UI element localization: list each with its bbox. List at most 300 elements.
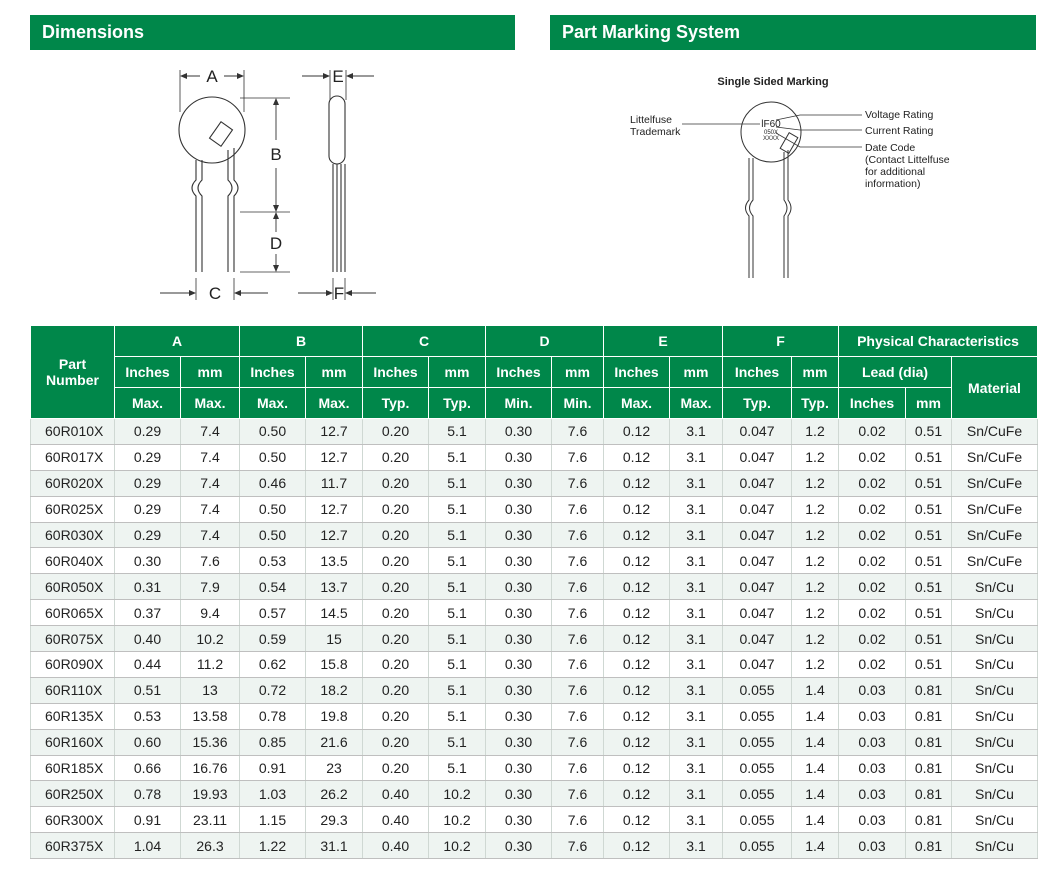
table-cell: 5.1 bbox=[429, 652, 486, 678]
dim-label-d: D bbox=[269, 234, 283, 253]
table-cell: 0.51 bbox=[906, 419, 952, 445]
table-cell: 0.30 bbox=[115, 548, 181, 574]
part-number-cell: 60R020X bbox=[31, 470, 115, 496]
table-cell: 1.2 bbox=[792, 548, 839, 574]
table-cell: 0.12 bbox=[604, 755, 670, 781]
table-cell: 0.047 bbox=[723, 470, 792, 496]
dim-label-c: C bbox=[208, 284, 222, 303]
table-cell: 31.1 bbox=[306, 833, 363, 859]
dimensions-section-header: Dimensions bbox=[30, 15, 515, 50]
table-cell: 0.51 bbox=[906, 600, 952, 626]
table-cell: 0.78 bbox=[115, 781, 181, 807]
table-cell: 3.1 bbox=[670, 652, 723, 678]
table-row bbox=[31, 444, 1038, 470]
right-lead bbox=[228, 148, 238, 272]
table-cell: Sn/Cu bbox=[952, 652, 1038, 678]
table-row bbox=[31, 703, 1038, 729]
table-cell: 0.30 bbox=[486, 833, 552, 859]
part-number-cell: 60R160X bbox=[31, 729, 115, 755]
table-cell: 5.1 bbox=[429, 444, 486, 470]
part-number-cell: 60R090X bbox=[31, 652, 115, 678]
table-cell: Sn/CuFe bbox=[952, 470, 1038, 496]
table-cell: 7.6 bbox=[552, 419, 604, 445]
table-cell: 0.50 bbox=[240, 444, 306, 470]
table-cell: 7.6 bbox=[552, 781, 604, 807]
table-cell: Sn/Cu bbox=[952, 755, 1038, 781]
table-cell: 0.20 bbox=[363, 444, 429, 470]
table-cell: 1.2 bbox=[792, 419, 839, 445]
table-cell: 23.11 bbox=[181, 807, 240, 833]
table-cell: 0.047 bbox=[723, 522, 792, 548]
table-cell: 12.7 bbox=[306, 444, 363, 470]
table-cell: 0.03 bbox=[839, 781, 906, 807]
header-part-number bbox=[31, 326, 115, 419]
table-cell: 0.12 bbox=[604, 444, 670, 470]
header-qualifier: Max. bbox=[670, 388, 723, 419]
table-cell: 0.29 bbox=[115, 522, 181, 548]
table-cell: 1.22 bbox=[240, 833, 306, 859]
header-group-c: C bbox=[363, 326, 486, 357]
table-row bbox=[31, 574, 1038, 600]
header-lead-dia: Lead (dia) bbox=[839, 357, 952, 388]
table-cell: 0.85 bbox=[240, 729, 306, 755]
table-cell: 0.37 bbox=[115, 600, 181, 626]
table-cell: 15.36 bbox=[181, 729, 240, 755]
table-cell: 1.2 bbox=[792, 444, 839, 470]
table-cell: 3.1 bbox=[670, 444, 723, 470]
table-cell: 7.6 bbox=[552, 470, 604, 496]
table-cell: 0.30 bbox=[486, 729, 552, 755]
table-cell: 0.62 bbox=[240, 652, 306, 678]
header-qualifier: Typ. bbox=[429, 388, 486, 419]
table-cell: 0.30 bbox=[486, 548, 552, 574]
table-cell: 5.1 bbox=[429, 496, 486, 522]
dim-label-b: B bbox=[270, 145, 282, 164]
header-unit: mm bbox=[552, 357, 604, 388]
table-cell: 0.20 bbox=[363, 755, 429, 781]
header-unit: mm bbox=[306, 357, 363, 388]
table-cell: 7.4 bbox=[181, 470, 240, 496]
table-cell: 0.20 bbox=[363, 677, 429, 703]
voltage-rating-label: Voltage Rating bbox=[865, 109, 934, 121]
table-cell: 0.12 bbox=[604, 522, 670, 548]
table-cell: 0.047 bbox=[723, 652, 792, 678]
table-cell: 0.60 bbox=[115, 729, 181, 755]
table-cell: 0.30 bbox=[486, 600, 552, 626]
header-physical-characteristics: Physical Characteristics bbox=[839, 326, 1038, 357]
table-cell: 7.6 bbox=[552, 626, 604, 652]
table-cell: 0.40 bbox=[363, 781, 429, 807]
header-qualifier: Min. bbox=[486, 388, 552, 419]
table-cell: 7.4 bbox=[181, 444, 240, 470]
part-number-cell: 60R050X bbox=[31, 574, 115, 600]
header-lead-unit: Inches bbox=[839, 388, 906, 419]
table-cell: 1.2 bbox=[792, 652, 839, 678]
table-cell: 0.51 bbox=[906, 444, 952, 470]
table-cell: 0.20 bbox=[363, 548, 429, 574]
table-cell: 0.047 bbox=[723, 548, 792, 574]
header-group-f: F bbox=[723, 326, 839, 357]
table-cell: 1.4 bbox=[792, 833, 839, 859]
table-cell: 0.02 bbox=[839, 419, 906, 445]
marking-left-lead bbox=[746, 158, 754, 278]
table-cell: 0.20 bbox=[363, 729, 429, 755]
table-cell: 16.76 bbox=[181, 755, 240, 781]
table-cell: 0.20 bbox=[363, 496, 429, 522]
part-number-cell: 60R040X bbox=[31, 548, 115, 574]
dim-label-f: F bbox=[333, 284, 345, 303]
table-cell: 0.51 bbox=[906, 652, 952, 678]
table-cell: Sn/CuFe bbox=[952, 548, 1038, 574]
table-cell: 0.12 bbox=[604, 419, 670, 445]
header-lead-unit: mm bbox=[906, 388, 952, 419]
table-cell: 0.91 bbox=[240, 755, 306, 781]
table-cell: 0.30 bbox=[486, 807, 552, 833]
header-qualifier: Max. bbox=[306, 388, 363, 419]
table-cell: 0.81 bbox=[906, 755, 952, 781]
table-cell: Sn/Cu bbox=[952, 677, 1038, 703]
table-cell: 5.1 bbox=[429, 574, 486, 600]
table-cell: 0.30 bbox=[486, 522, 552, 548]
header-unit: Inches bbox=[240, 357, 306, 388]
table-cell: 0.81 bbox=[906, 729, 952, 755]
table-row bbox=[31, 677, 1038, 703]
header-qualifier: Max. bbox=[604, 388, 670, 419]
header-group-e: E bbox=[604, 326, 723, 357]
table-cell: 3.1 bbox=[670, 626, 723, 652]
table-cell: 0.40 bbox=[363, 807, 429, 833]
header-part-line1: Part bbox=[58, 356, 87, 372]
table-cell: 0.30 bbox=[486, 496, 552, 522]
table-cell: 14.5 bbox=[306, 600, 363, 626]
thermistor-disc-front bbox=[179, 97, 245, 163]
table-cell: 0.055 bbox=[723, 677, 792, 703]
table-cell: 0.51 bbox=[906, 574, 952, 600]
table-cell: 7.6 bbox=[552, 600, 604, 626]
table-cell: 0.03 bbox=[839, 677, 906, 703]
table-cell: 0.51 bbox=[906, 548, 952, 574]
table-cell: 3.1 bbox=[670, 574, 723, 600]
table-cell: 0.20 bbox=[363, 600, 429, 626]
table-cell: 0.29 bbox=[115, 496, 181, 522]
table-cell: 18.2 bbox=[306, 677, 363, 703]
table-cell: 0.02 bbox=[839, 600, 906, 626]
table-cell: 3.1 bbox=[670, 833, 723, 859]
table-cell: 3.1 bbox=[670, 807, 723, 833]
table-cell: Sn/Cu bbox=[952, 781, 1038, 807]
table-cell: 1.2 bbox=[792, 574, 839, 600]
table-cell: 1.4 bbox=[792, 755, 839, 781]
table-cell: 0.20 bbox=[363, 522, 429, 548]
table-cell: 0.047 bbox=[723, 496, 792, 522]
table-cell: 13.7 bbox=[306, 574, 363, 600]
table-cell: 3.1 bbox=[670, 548, 723, 574]
table-cell: 0.055 bbox=[723, 833, 792, 859]
table-cell: 0.81 bbox=[906, 703, 952, 729]
table-cell: 0.51 bbox=[906, 522, 952, 548]
table-cell: 7.4 bbox=[181, 522, 240, 548]
table-cell: 0.40 bbox=[115, 626, 181, 652]
table-cell: 0.02 bbox=[839, 626, 906, 652]
table-cell: 7.4 bbox=[181, 496, 240, 522]
dim-label-a: A bbox=[206, 67, 218, 86]
table-cell: 29.3 bbox=[306, 807, 363, 833]
table-cell: 3.1 bbox=[670, 781, 723, 807]
table-cell: 11.2 bbox=[181, 652, 240, 678]
table-cell: 0.02 bbox=[839, 574, 906, 600]
part-number-cell: 60R025X bbox=[31, 496, 115, 522]
part-number-cell: 60R135X bbox=[31, 703, 115, 729]
header-unit: Inches bbox=[723, 357, 792, 388]
part-number-cell: 60R010X bbox=[31, 419, 115, 445]
table-cell: 0.047 bbox=[723, 419, 792, 445]
table-header bbox=[31, 326, 1038, 419]
marking-title: Single Sided Marking bbox=[717, 76, 829, 88]
table-cell: 5.1 bbox=[429, 600, 486, 626]
table-cell: 0.91 bbox=[115, 807, 181, 833]
table-cell: 0.81 bbox=[906, 677, 952, 703]
table-cell: 15 bbox=[306, 626, 363, 652]
trademark-label-1: Littelfuse bbox=[630, 114, 673, 126]
table-cell: 13.5 bbox=[306, 548, 363, 574]
table-cell: 7.4 bbox=[181, 419, 240, 445]
table-cell: 0.12 bbox=[604, 807, 670, 833]
table-cell: 5.1 bbox=[429, 729, 486, 755]
table-cell: 0.29 bbox=[115, 419, 181, 445]
table-cell: 0.12 bbox=[604, 781, 670, 807]
table-cell: 10.2 bbox=[429, 781, 486, 807]
table-cell: 5.1 bbox=[429, 755, 486, 781]
date-code-label-1: Date Code bbox=[865, 142, 916, 154]
table-row bbox=[31, 652, 1038, 678]
table-cell: 0.29 bbox=[115, 470, 181, 496]
table-cell: 0.20 bbox=[363, 419, 429, 445]
lead-stub bbox=[210, 122, 233, 146]
header-material: Material bbox=[952, 357, 1038, 419]
table-cell: Sn/Cu bbox=[952, 626, 1038, 652]
table-cell: 26.3 bbox=[181, 833, 240, 859]
table-cell: 0.44 bbox=[115, 652, 181, 678]
table-cell: 0.20 bbox=[363, 470, 429, 496]
disc-text-1: lF60 bbox=[761, 119, 781, 130]
part-marking-drawing bbox=[620, 65, 970, 285]
table-cell: 7.6 bbox=[552, 755, 604, 781]
table-cell: 0.12 bbox=[604, 833, 670, 859]
table-cell: 0.72 bbox=[240, 677, 306, 703]
header-unit: Inches bbox=[486, 357, 552, 388]
header-qualifier: Typ. bbox=[363, 388, 429, 419]
table-cell: 5.1 bbox=[429, 548, 486, 574]
header-qualifier: Min. bbox=[552, 388, 604, 419]
table-cell: 10.2 bbox=[429, 833, 486, 859]
table-cell: 0.81 bbox=[906, 807, 952, 833]
table-cell: 10.2 bbox=[181, 626, 240, 652]
table-cell: 5.1 bbox=[429, 522, 486, 548]
table-cell: 3.1 bbox=[670, 755, 723, 781]
header-unit: Inches bbox=[115, 357, 181, 388]
table-cell: 0.055 bbox=[723, 703, 792, 729]
table-cell: Sn/CuFe bbox=[952, 522, 1038, 548]
table-cell: 0.54 bbox=[240, 574, 306, 600]
table-cell: 0.20 bbox=[363, 652, 429, 678]
table-cell: 19.93 bbox=[181, 781, 240, 807]
table-cell: 1.4 bbox=[792, 703, 839, 729]
table-cell: 3.1 bbox=[670, 703, 723, 729]
table-cell: Sn/CuFe bbox=[952, 496, 1038, 522]
part-number-cell: 60R030X bbox=[31, 522, 115, 548]
header-unit: mm bbox=[181, 357, 240, 388]
table-cell: 0.055 bbox=[723, 729, 792, 755]
left-lead bbox=[192, 160, 202, 272]
header-unit: mm bbox=[792, 357, 839, 388]
table-cell: 5.1 bbox=[429, 703, 486, 729]
date-code-label-2: (Contact Littelfuse bbox=[865, 154, 950, 166]
table-cell: 0.30 bbox=[486, 626, 552, 652]
header-qualifier: Typ. bbox=[723, 388, 792, 419]
table-cell: 7.6 bbox=[552, 652, 604, 678]
table-cell: 0.12 bbox=[604, 470, 670, 496]
table-cell: 0.047 bbox=[723, 574, 792, 600]
table-cell: 7.6 bbox=[552, 807, 604, 833]
table-cell: 5.1 bbox=[429, 626, 486, 652]
table-cell: 1.04 bbox=[115, 833, 181, 859]
table-cell: 1.4 bbox=[792, 781, 839, 807]
side-leads bbox=[333, 164, 345, 272]
table-row bbox=[31, 600, 1038, 626]
table-cell: 0.50 bbox=[240, 419, 306, 445]
table-cell: 26.2 bbox=[306, 781, 363, 807]
table-row bbox=[31, 548, 1038, 574]
part-number-cell: 60R065X bbox=[31, 600, 115, 626]
table-cell: 1.2 bbox=[792, 496, 839, 522]
table-cell: 7.6 bbox=[552, 833, 604, 859]
table-cell: 0.51 bbox=[906, 626, 952, 652]
header-qualifier: Max. bbox=[181, 388, 240, 419]
table-cell: 0.53 bbox=[240, 548, 306, 574]
header-group-a: A bbox=[115, 326, 240, 357]
table-row bbox=[31, 781, 1038, 807]
dim-label-e: E bbox=[332, 67, 344, 86]
table-cell: 3.1 bbox=[670, 522, 723, 548]
table-cell: 0.20 bbox=[363, 703, 429, 729]
table-cell: 0.047 bbox=[723, 626, 792, 652]
table-cell: 0.12 bbox=[604, 729, 670, 755]
part-number-cell: 60R110X bbox=[31, 677, 115, 703]
table-cell: 0.02 bbox=[839, 652, 906, 678]
table-cell: 13.58 bbox=[181, 703, 240, 729]
table-cell: Sn/Cu bbox=[952, 807, 1038, 833]
table-cell: 1.2 bbox=[792, 470, 839, 496]
table-cell: 1.2 bbox=[792, 522, 839, 548]
table-cell: 0.59 bbox=[240, 626, 306, 652]
table-cell: 0.12 bbox=[604, 548, 670, 574]
table-cell: 12.7 bbox=[306, 419, 363, 445]
header-group-b: B bbox=[240, 326, 363, 357]
table-cell: 0.12 bbox=[604, 496, 670, 522]
table-cell: 0.46 bbox=[240, 470, 306, 496]
table-cell: 3.1 bbox=[670, 729, 723, 755]
table-row bbox=[31, 419, 1038, 445]
table-cell: 0.03 bbox=[839, 833, 906, 859]
table-cell: 0.40 bbox=[363, 833, 429, 859]
part-number-cell: 60R017X bbox=[31, 444, 115, 470]
part-number-cell: 60R185X bbox=[31, 755, 115, 781]
table-cell: 11.7 bbox=[306, 470, 363, 496]
part-marking-section-header: Part Marking System bbox=[550, 15, 1036, 50]
table-cell: 0.20 bbox=[363, 626, 429, 652]
table-cell: 0.30 bbox=[486, 419, 552, 445]
table-cell: 0.03 bbox=[839, 703, 906, 729]
table-row bbox=[31, 833, 1038, 859]
table-cell: 0.12 bbox=[604, 600, 670, 626]
current-rating-label: Current Rating bbox=[865, 125, 934, 137]
table-cell: 7.6 bbox=[552, 548, 604, 574]
table-cell: 0.20 bbox=[363, 574, 429, 600]
table-cell: 7.6 bbox=[552, 703, 604, 729]
disc-text-3: XXXX bbox=[762, 136, 780, 142]
table-cell: 0.047 bbox=[723, 600, 792, 626]
header-group-d: D bbox=[486, 326, 604, 357]
table-cell: 1.15 bbox=[240, 807, 306, 833]
table-cell: 0.53 bbox=[115, 703, 181, 729]
table-cell: 0.51 bbox=[906, 496, 952, 522]
table-cell: 23 bbox=[306, 755, 363, 781]
table-cell: 7.6 bbox=[552, 677, 604, 703]
table-cell: 0.30 bbox=[486, 703, 552, 729]
header-unit: Inches bbox=[363, 357, 429, 388]
table-cell: 0.51 bbox=[115, 677, 181, 703]
table-cell: 0.30 bbox=[486, 755, 552, 781]
part-number-cell: 60R375X bbox=[31, 833, 115, 859]
table-cell: 1.4 bbox=[792, 677, 839, 703]
table-cell: 3.1 bbox=[670, 470, 723, 496]
table-cell: 7.6 bbox=[552, 522, 604, 548]
table-cell: 0.02 bbox=[839, 522, 906, 548]
part-number-cell: 60R300X bbox=[31, 807, 115, 833]
table-cell: 0.047 bbox=[723, 444, 792, 470]
table-cell: 0.02 bbox=[839, 496, 906, 522]
date-code-label-3: for additional bbox=[865, 166, 926, 178]
table-cell: 21.6 bbox=[306, 729, 363, 755]
table-cell: 0.12 bbox=[604, 703, 670, 729]
table-cell: Sn/Cu bbox=[952, 574, 1038, 600]
table-cell: 0.81 bbox=[906, 781, 952, 807]
table-cell: Sn/Cu bbox=[952, 833, 1038, 859]
table-cell: 3.1 bbox=[670, 496, 723, 522]
table-cell: 5.1 bbox=[429, 419, 486, 445]
table-cell: 0.30 bbox=[486, 677, 552, 703]
part-number-cell: 60R250X bbox=[31, 781, 115, 807]
trademark-label-2: Trademark bbox=[630, 126, 681, 138]
table-cell: 13 bbox=[181, 677, 240, 703]
table-cell: 3.1 bbox=[670, 677, 723, 703]
header-unit: mm bbox=[429, 357, 486, 388]
table-cell: 0.03 bbox=[839, 729, 906, 755]
table-cell: 12.7 bbox=[306, 522, 363, 548]
thermistor-disc-side bbox=[329, 96, 345, 164]
table-cell: 0.03 bbox=[839, 755, 906, 781]
header-qualifier: Max. bbox=[115, 388, 181, 419]
table-cell: 0.03 bbox=[839, 807, 906, 833]
table-cell: 0.02 bbox=[839, 470, 906, 496]
table-cell: 10.2 bbox=[429, 807, 486, 833]
header-qualifier: Max. bbox=[240, 388, 306, 419]
table-row bbox=[31, 729, 1038, 755]
table-row bbox=[31, 496, 1038, 522]
table-cell: 0.055 bbox=[723, 781, 792, 807]
table-cell: Sn/Cu bbox=[952, 600, 1038, 626]
table-cell: 0.81 bbox=[906, 833, 952, 859]
